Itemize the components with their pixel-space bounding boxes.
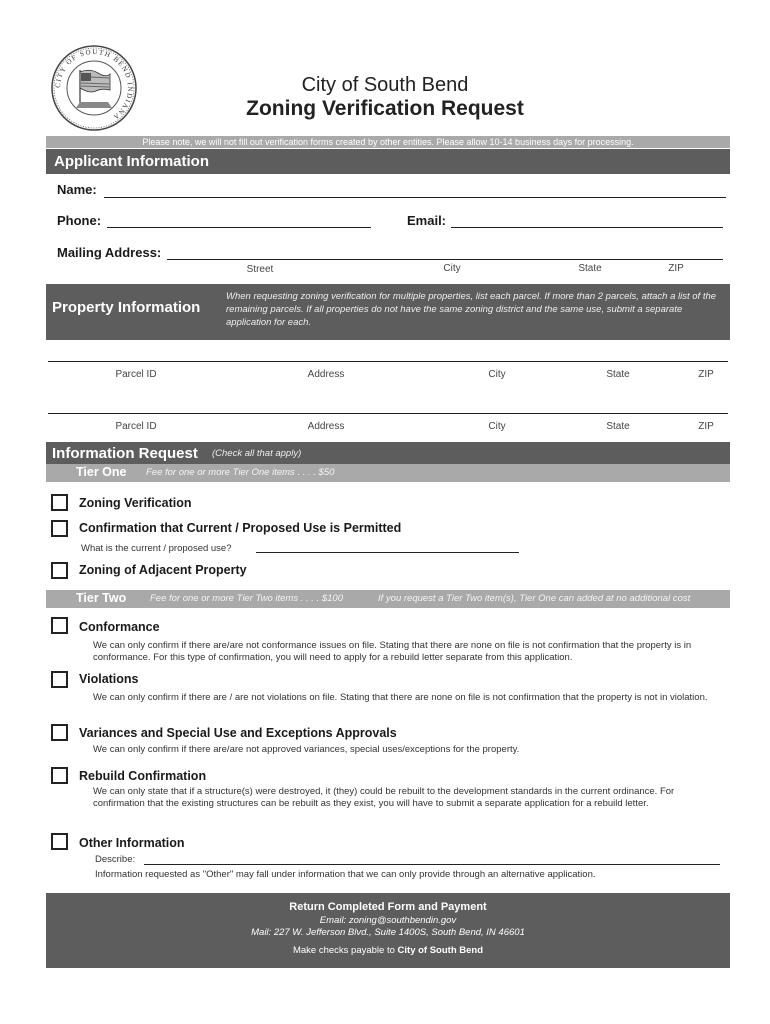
rebuild-confirmation-checkbox[interactable] [51,767,68,784]
applicant-section-header: Applicant Information [46,149,730,174]
violations-label: Violations [79,672,139,686]
seal-text: CITY OF SOUTH BEND INDIANA [53,47,135,122]
processing-note: Please note, we will not fill out verification forms created by other entities. Please allow 10-14 business days for processing. [46,136,730,148]
adjacent-property-checkbox[interactable] [51,562,68,579]
tier-one-bar [46,464,730,482]
conformance-label: Conformance [79,620,160,634]
checks-payee: City of South Bend [397,945,484,956]
describe-field[interactable] [144,864,720,865]
city-sublabel: City [443,263,461,274]
state-label: State [606,421,630,432]
zip-label: ZIP [698,369,714,380]
property-section-note: When requesting zoning verification for multiple properties, list each parcel. If more than 2 parcels, attach a list of the remaining parcels. If all properties do not have the same zoning district and the same use, submit a separate application for each. [226,291,717,328]
info-request-note: (Check all that apply) [212,448,302,459]
form-title: Zoning Verification Request [246,97,524,120]
phone-field[interactable] [107,227,371,228]
adjacent-property-label: Zoning of Adjacent Property [79,563,247,577]
email-field[interactable] [451,227,723,228]
describe-label: Describe: [95,854,136,865]
use-permitted-checkbox[interactable] [51,520,68,537]
zoning-verification-label: Zoning Verification [79,496,192,510]
flag-icon [76,70,112,108]
property-section-header [46,284,730,340]
info-request-title: Information Request [52,445,198,462]
mailing-address-label: Mailing Address: [57,245,162,260]
return-instructions-footer [46,893,730,968]
footer-title: Return Completed Form and Payment [289,901,487,913]
phone-label: Phone: [57,213,102,228]
conformance-checkbox[interactable] [51,617,68,634]
city-label: City [488,369,506,380]
zoning-verification-checkbox[interactable] [51,494,68,511]
address-label: Address [307,421,345,432]
tier-one-name: Tier One [76,465,127,479]
parcel-row-2-line[interactable] [48,413,728,414]
zip-label: ZIP [698,421,714,432]
tier-one-fee: Fee for one or more Tier One items . . . . $50 [146,467,335,478]
state-label: State [606,369,630,380]
current-use-question: What is the current / proposed use? [81,543,232,554]
info-request-section-header [46,442,730,464]
rebuild-confirmation-label: Rebuild Confirmation [79,769,207,783]
current-use-field[interactable] [256,552,519,553]
name-field[interactable] [104,197,726,198]
mailing-address-field[interactable] [167,259,723,260]
footer-mail: Mail: 227 W. Jefferson Blvd., Suite 1400S, South Bend, IN 46601 [251,927,525,938]
address-label: Address [307,369,345,380]
variances-checkbox[interactable] [51,724,68,741]
other-information-description: Information requested as "Other" may fall under information that we can only provide through an alternative application. [95,869,596,880]
tier-two-note: If you request a Tier Two item(s), Tier One can added at no additional cost [378,593,691,604]
parcel-id-label: Parcel ID [115,369,157,380]
parcel-id-label: Parcel ID [115,421,157,432]
footer-email: Email: zoning@southbendin.gov [319,915,457,926]
rebuild-confirmation-description: We can only state that if a structure(s) were destroyed, it (they) could be rebuilt to the development standards in the current ordinance. For confirmation that the existing structures can be rebuilt as they exist, you will have to submit a separate application for a rebuild letter. [93,786,675,809]
name-label: Name: [57,182,97,197]
violations-checkbox[interactable] [51,671,68,688]
city-label: City [488,421,506,432]
violations-description: We can only confirm if there are / are not violations on file. Stating that there are none on file is not confirmation that the property is not in violation. [93,692,708,703]
use-permitted-label: Confirmation that Current / Proposed Use is Permitted [79,521,402,535]
other-information-checkbox[interactable] [51,833,68,850]
tier-two-fee: Fee for one or more Tier Two items . . . . $100 [150,593,343,604]
checks-prefix: Make checks payable to [292,945,395,956]
footer-checks [46,945,730,956]
other-information-label: Other Information [79,836,185,850]
state-sublabel: State [578,263,602,274]
variances-description: We can only confirm if there are/are not approved variances, special uses/exceptions for the property. [93,744,520,755]
zip-sublabel: ZIP [668,263,684,274]
tier-two-bar [46,590,730,608]
variances-label: Variances and Special Use and Exceptions Approvals [79,726,397,740]
conformance-description: We can only confirm if there are/are not conformance issues on file. Stating that there are none on file is not confirmation that the property is in conformance. For this type of confirmation, you will need to apply for a rebuild letter separate from this application. [93,640,692,663]
city-seal-logo [50,44,138,132]
parcel-row-1-line[interactable] [48,361,728,362]
email-label: Email: [407,213,447,228]
street-sublabel: Street [246,264,274,275]
city-name: City of South Bend [301,74,469,96]
tier-two-name: Tier Two [76,591,127,605]
property-section-title: Property Information [52,299,201,316]
